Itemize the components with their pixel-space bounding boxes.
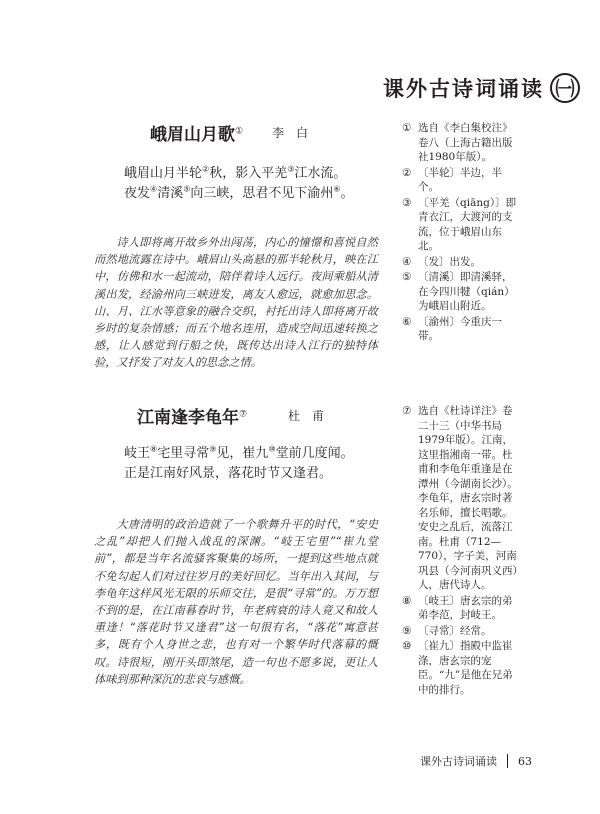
poem2-author: 杜甫	[288, 409, 337, 423]
section-number-badge: ㈠	[550, 73, 580, 103]
footer-section-label: 课外古诗词诵读	[420, 755, 497, 768]
poem1-line-1: 峨眉山月半轮②秋，影入平羌③江水流。	[124, 164, 347, 181]
section-title	[330, 68, 580, 108]
note-6: ⑥ 〔渝州〕今重庆一带。	[402, 315, 502, 342]
poem1-line-2: 夜发④清溪⑤向三峡，思君不见下渝州⑥。	[124, 184, 354, 201]
poem1-notes	[402, 121, 522, 345]
note-3: ③ 〔平羌（qiāng）〕即青衣江，大渡河的支流，位于峨眉山东北。	[402, 196, 517, 252]
poem1-commentary: 诗人即将离开故乡外出闯荡，内心的憧憬和喜悦自然而然地流露在诗中。峨眉山头高悬的那半轮秋月，映在江中，仿佛和水一起流动，陪伴着诗人远行。夜间乘船从清溪出发，经渝州向三峡进发，离友人愈远，就愈加思念。山、月、江水等意象的融合交织，衬托出诗人即将离开故乡时的复杂情感；而五个地名连用，造成空间迅速转换之感，让人感觉到行船之快，既传达出诗人江行的独特体验，又抒发了对友人的思念之情。	[94, 236, 378, 370]
note-4: ④ 〔发〕出发。	[402, 255, 481, 268]
note-8: ⑧ 〔岐王〕唐玄宗的弟弟李范，封岐王。	[402, 594, 513, 621]
note-1: ① 选自《李白集校注》卷八（上海古籍出版社1980年版）。	[402, 122, 513, 163]
note-10: ⑩ 〔崔九〕指殿中监崔涤，唐玄宗的宠臣。“九”是他在兄弟中的排行。	[402, 640, 513, 696]
poem2-commentary: 大唐清明的政治造就了一个歌舞升平的时代，“安史之乱”却把人们抛入战乱的深渊。“岐王宅里”“崔九堂前”，都是当年名流骚客聚集的场所，一提到这些地点就不免勾起人们对过往岁月的美好回忆。当年出入其间，与李龟年这样风光无限的乐师交往，是很“寻常”的。万万想不到的是，在江南暮春时节，年老病衰的诗人竟又和故人重逢！“落花时节又逢君”这一句很有名，“落花”寓意甚多，既有个人身世之悲，也有对一个繁华时代落幕的慨叹。诗很短，刚开头即煞尾，造一句也不愿多说，更让人体味到那种深沉的悲哀与感慨。	[94, 518, 378, 686]
poem2-title: 江南逢李龟年⑦	[137, 408, 248, 428]
note-2: ② 〔半轮〕半边，半个。	[402, 166, 502, 193]
page-number: 63	[518, 754, 532, 768]
note-9: ⑨ 〔寻常〕经常。	[402, 624, 492, 637]
poem1-author: 李白	[272, 126, 321, 140]
poem2-notes	[402, 404, 522, 698]
note-7: ⑦ 选自《杜诗详注》卷二十三（中华书局1979年版）。江南，这里指湘南一带。杜甫和李龟年重逢是在潭州（今湖南长沙）。李龟年，唐玄宗时著名乐师，擅长唱歌。安史之乱后，流落江南。杜甫（712—770），字子美，河南巩县（今河南巩义西）人，唐代诗人。	[402, 405, 518, 591]
poem2-line-1: 岐王⑧宅里寻常⑨见，崔九⑩堂前几度闻。	[124, 444, 354, 461]
section-title-text: 课外古诗词诵读	[383, 76, 544, 101]
poem2-title-note-mark: ⑦	[239, 409, 248, 420]
note-5: ⑤ 〔清溪〕即清溪驿，在今四川犍（qián）为峨眉山附近。	[402, 271, 515, 312]
poem2-line-2: 正是江南好风景，落花时节又逢君。	[124, 466, 333, 481]
footer-divider	[507, 754, 508, 768]
poem1-title-note-mark: ①	[235, 126, 244, 137]
poem1-title: 峨眉山月歌①	[150, 125, 244, 145]
page-footer	[420, 752, 570, 770]
